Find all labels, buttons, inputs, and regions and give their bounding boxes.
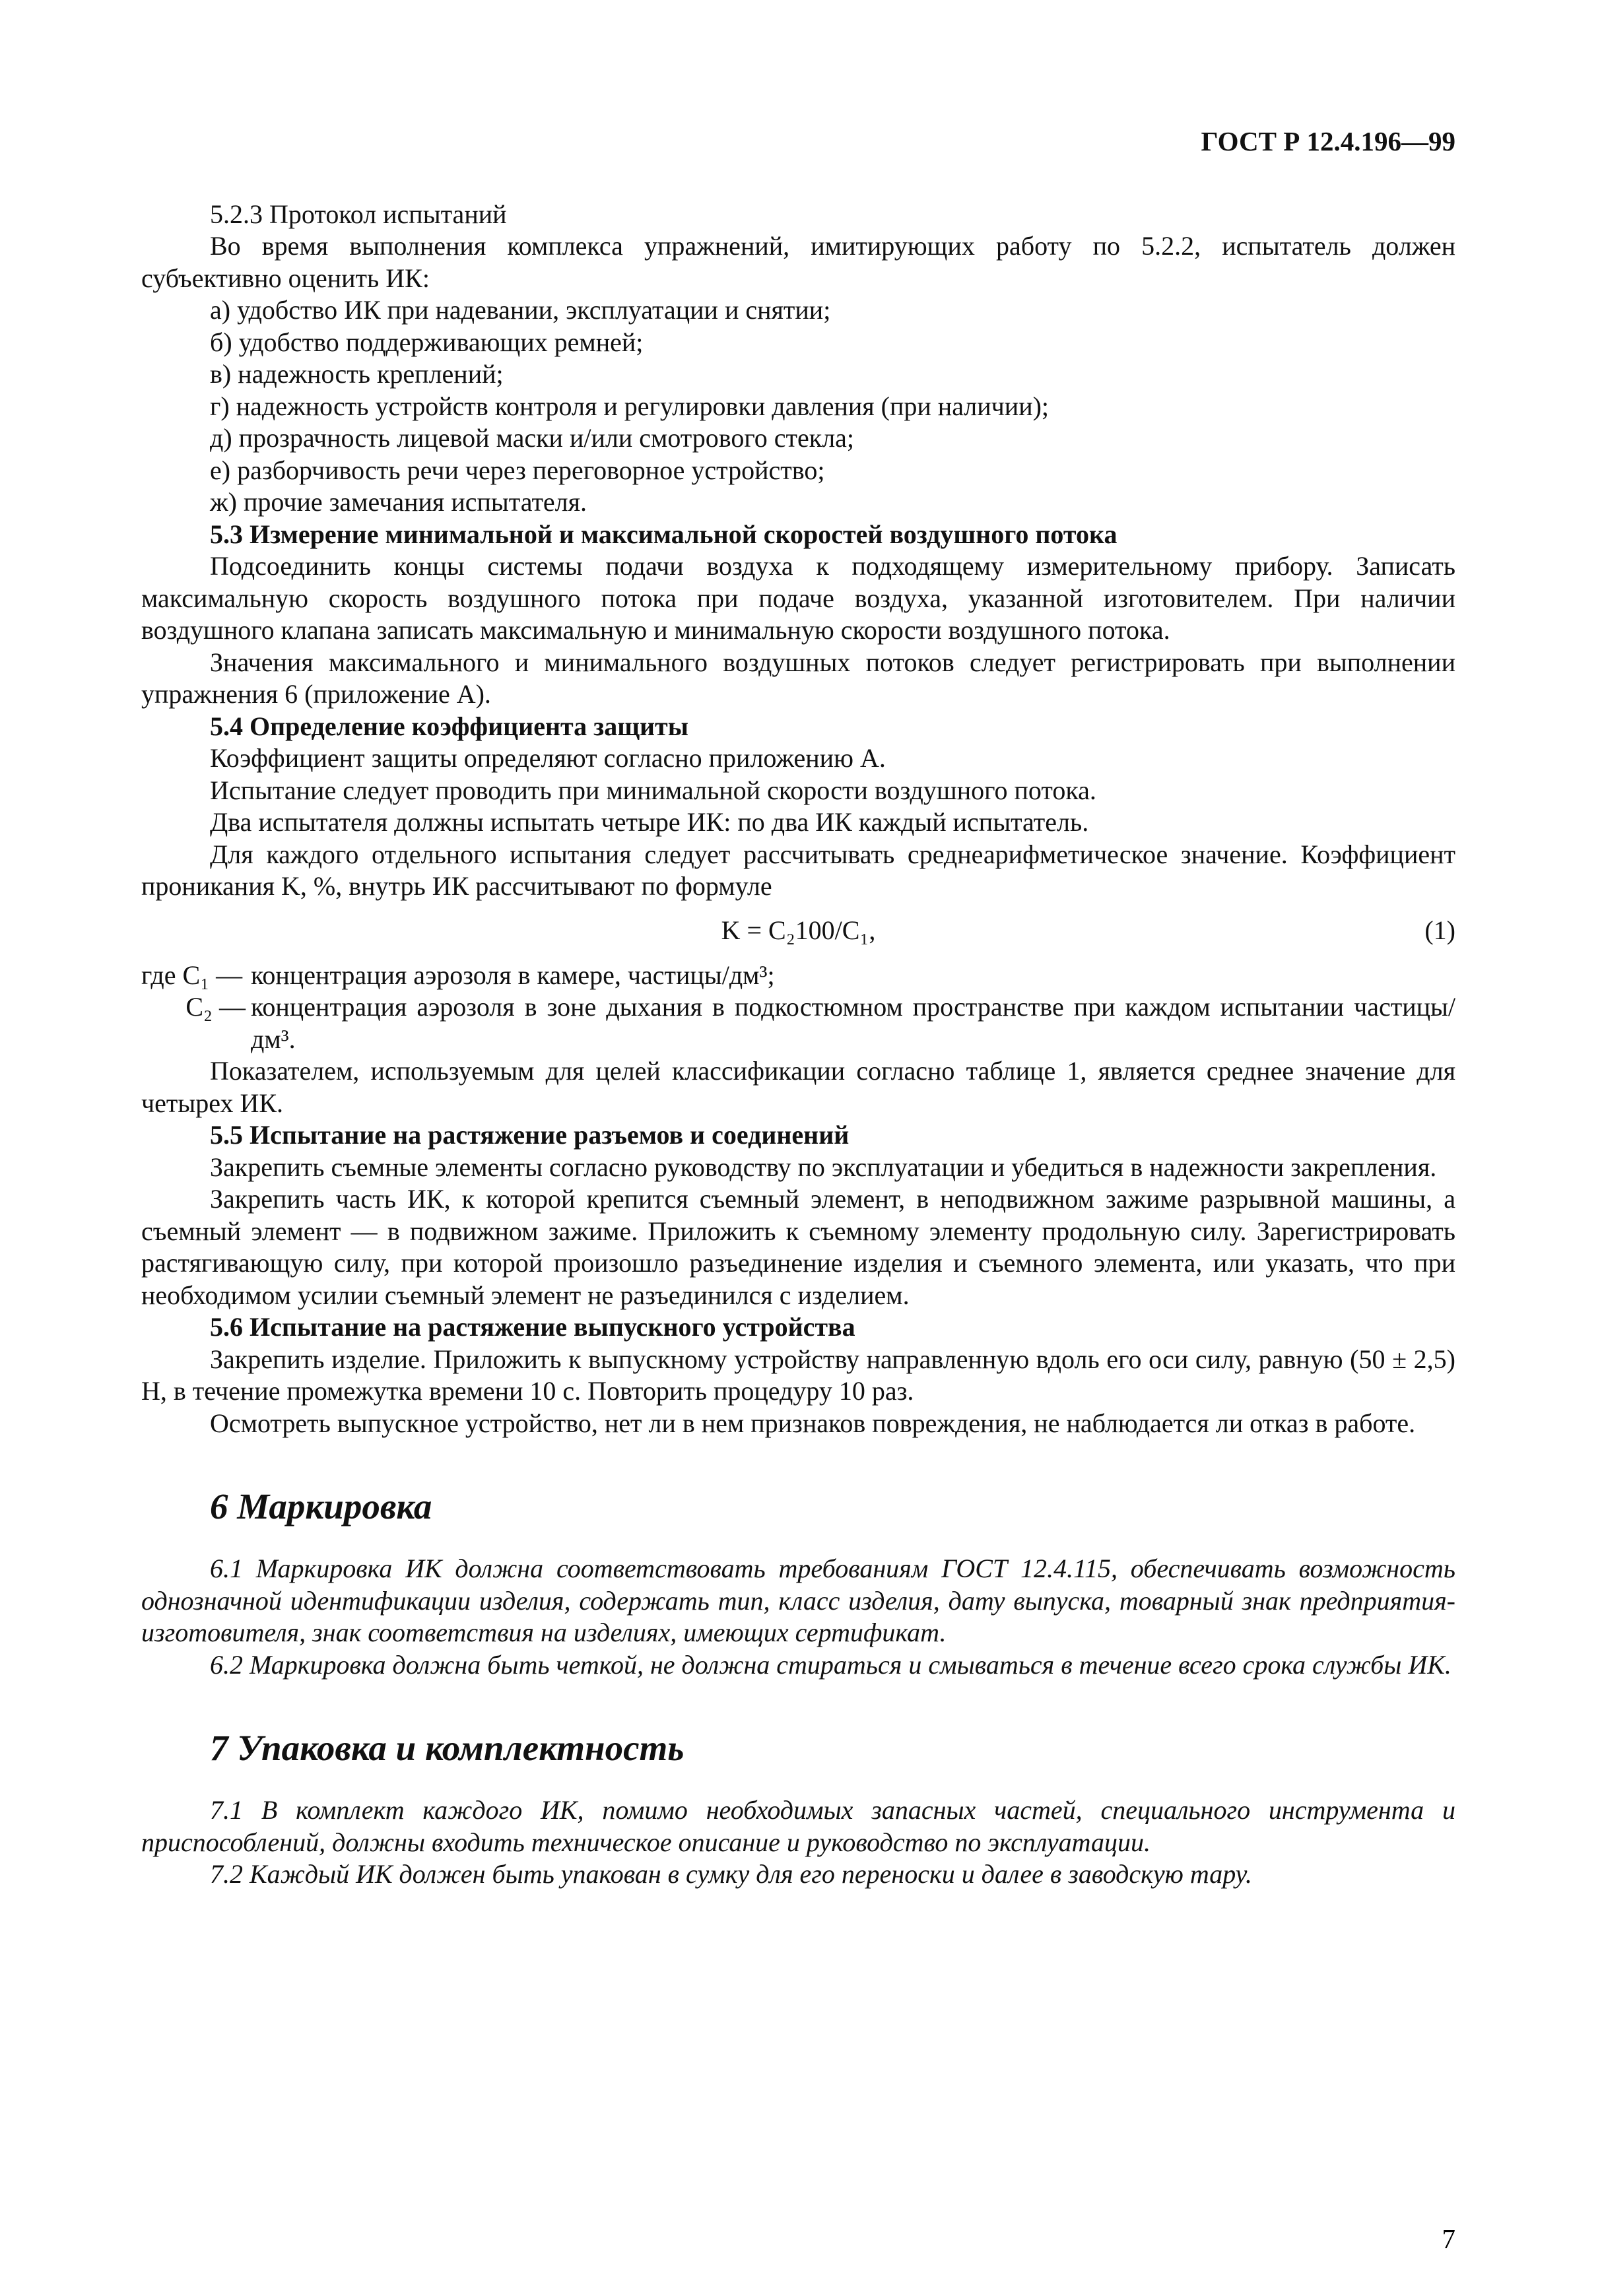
paragraph: Во время выполнения комплекса упражнений, имитирующих работу по 5.2.2, испытатель должен субъективно оценить ИК:	[141, 231, 1455, 293]
subsection-5-5-title: 5.5 Испытание на растяжение разъемов и соединений	[210, 1120, 850, 1150]
list-item: б) удобство поддерживающих ремней;	[210, 327, 644, 357]
paragraph: Показателем, используемым для целей классификации согласно таблице 1, является среднее значение для четырех ИК.	[141, 1056, 1455, 1118]
formula: K = C₂100/C₁,	[721, 915, 876, 945]
legend-symbol: C₂ —	[185, 992, 246, 1022]
list-item: в) надежность креплений;	[210, 359, 504, 389]
paragraph: Закрепить изделие. Приложить к выпускному устройству направленную вдоль его оси силу, равную (50 ± 2,5) Н, в течение промежутка времени 10 с. Повторить процедуру 10 раз.	[141, 1344, 1455, 1406]
legend-text: концентрация аэрозоля в зоне дыхания в подкостюмном пространстве при каждом испытании частицы/дм³.	[251, 992, 1455, 1054]
page-number: 7	[1442, 2223, 1455, 2254]
standard-header: ГОСТ Р 12.4.196—99	[1201, 126, 1455, 156]
paragraph: Закрепить съемные элементы согласно руководству по эксплуатации и убедиться в надежности закрепления.	[210, 1152, 1437, 1182]
paragraph: 7.1 В комплект каждого ИК, помимо необходимых запасных частей, специального инструмента и приспособлений, должны входить техническое описание и руководство по эксплуатации.	[141, 1795, 1455, 1857]
paragraph: Два испытателя должны испытать четыре ИК: по два ИК каждый испытатель.	[210, 807, 1089, 837]
formula-legend-c1	[141, 960, 1455, 992]
paragraph: 6.2 Маркировка должна быть четкой, не должна стираться и смываться в течение всего срока службы ИК.	[210, 1649, 1452, 1680]
subsection-5-4-title: 5.4 Определение коэффициента защиты	[210, 711, 688, 741]
paragraph: Для каждого отдельного испытания следует рассчитывать среднеарифметическое значение. Коэффициент проникания K, %, внутрь ИК рассчитывают по формуле	[141, 839, 1455, 901]
paragraph: Испытание следует проводить при минимальной скорости воздушного потока.	[210, 775, 1096, 805]
paragraph: Осмотреть выпускное устройство, нет ли в нем признаков повреждения, не наблюдается ли отказ в работе.	[210, 1408, 1416, 1438]
subsection-5-2-3-title: 5.2.3 Протокол испытаний	[210, 199, 507, 229]
list-item: ж) прочие замечания испытателя.	[210, 487, 587, 517]
formula-line	[141, 908, 1455, 956]
section-6-title: 6 Маркировка	[210, 1486, 432, 1526]
formula-number: (1)	[1424, 915, 1455, 945]
paragraph: 6.1 Маркировка ИК должна соответствовать требованиям ГОСТ 12.4.115, обеспечивать возможность однозначной идентификации изделия, содержать тип, класс изделия, дату выпуска, товарный знак предприятия-изготовителя, знак соответствия на изделиях, имеющих сертификат.	[141, 1554, 1455, 1647]
list-item: д) прозрачность лицевой маски и/или смотрового стекла;	[210, 423, 855, 453]
list-item: г) надежность устройств контроля и регулировки давления (при наличии);	[210, 391, 1050, 421]
list-item: е) разборчивость речи через переговорное устройство;	[210, 455, 825, 485]
paragraph: Коэффициент защиты определяют согласно приложению А.	[210, 743, 886, 773]
legend-symbol: где C₁ —	[141, 960, 243, 990]
paragraph: Закрепить часть ИК, к которой крепится съемный элемент, в неподвижном зажиме разрывной машины, а съемный элемент — в подвижном зажиме. Приложить к съемному элементу продольную силу. Зарегистрировать растягивающую силу, при которой произошло разъединение изделия и съемного элемента, или указать, что при необходимом усилии съемный элемент не разъединился с изделием.	[141, 1184, 1455, 1310]
section-7-title: 7 Упаковка и комплектность	[210, 1728, 684, 1768]
list-item: а) удобство ИК при надевании, эксплуатации и снятии;	[210, 295, 831, 325]
paragraph: 7.2 Каждый ИК должен быть упакован в сумку для его переноски и далее в заводскую тару.	[210, 1859, 1252, 1889]
paragraph: Значения максимального и минимального воздушных потоков следует регистрировать при выполнении упражнения 6 (приложение А).	[141, 647, 1455, 709]
legend-text: концентрация аэрозоля в камере, частицы/дм³;	[251, 960, 775, 990]
paragraph: Подсоединить концы системы подачи воздуха к подходящему измерительному прибору. Записать максимальную скорость воздушного потока при подаче воздуха, указанной изготовителем. При наличии воздушного клапана записать максимальную и минимальную скорости воздушного потока.	[141, 551, 1455, 645]
formula-legend-c2	[141, 991, 1455, 1055]
subsection-5-3-title: 5.3 Измерение минимальной и максимальной скоростей воздушного потока	[210, 519, 1118, 549]
subsection-5-6-title: 5.6 Испытание на растяжение выпускного устройства	[210, 1312, 855, 1342]
